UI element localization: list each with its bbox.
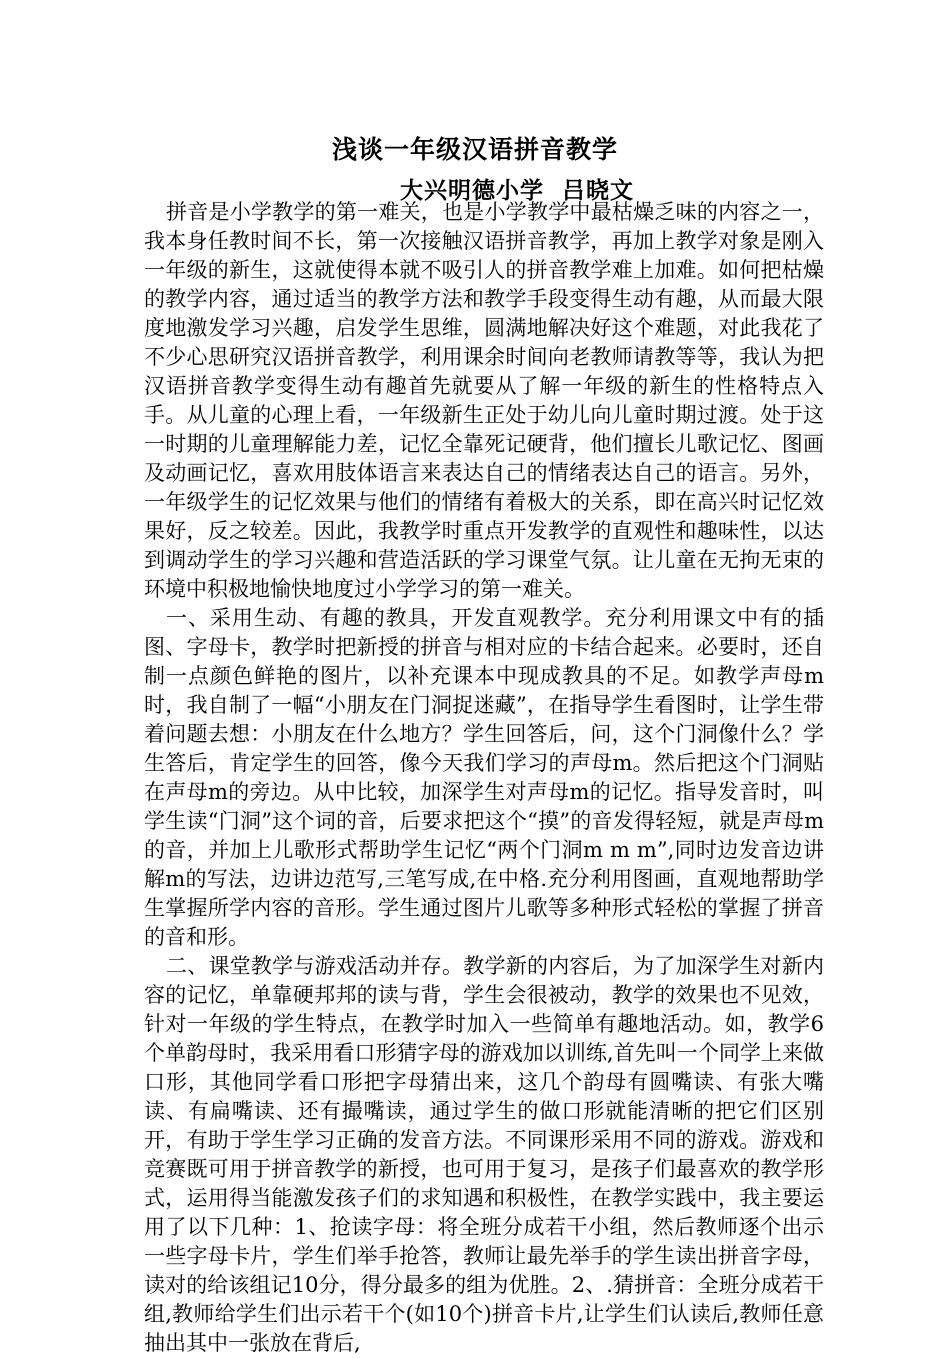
document-title: 浅谈一年级汉语拼音教学 [331,135,618,164]
document-author: 大兴明德小学 吕晓文 [400,177,635,204]
document-body [144,198,824,1358]
paragraph-intro: 拼音是小学教学的第一难关，也是小学教学中最枯燥乏味的内容之一，我本身任教时间不长，第一次接触汉语拼音教学，再加上教学对象是刚入一年级的新生，这就使得本就不吸引人的拼音教学难上加难。如何把枯燥的教学内容，通过适当的教学方法和教学手段变得生动有趣，从而最大限度地激发学习兴趣，启发学生思维，圆满地解决好这个难题，对此我花了不少心思研究汉语拼音教学，利用课余时间向老教师请教等等，我认为把汉语拼音教学变得生动有趣首先就要从了解一年级的新生的性格特点入手。从儿童的心理上看，一年级新生正处于幼儿向儿童时期过渡。处于这一时期的儿童理解能力差，记忆全靠死记硬背，他们擅长儿歌记忆、图画及动画记忆，喜欢用肢体语言来表达自己的情绪表达自己的语言。另外，一年级学生的记忆效果与他们的情绪有着极大的关系，即在高兴时记忆效果好，反之较差。因此，我教学时重点开发教学的直观性和趣味性，以达到调动学生的学习兴趣和营造活跃的学习课堂气氛。让儿童在无拘无束的环境中积极地愉快地度过小学学习的第一难关。 [144,200,824,601]
paragraph-section-1: 一、采用生动、有趣的教具，开发直观教学。充分利用课文中有的插图、字母卡，教学时把新授的拼音与相对应的卡结合起来。必要时，还自制一点颜色鲜艳的图片，以补充课本中现成教具的不足。如教学声母m时，我自制了一幅“小朋友在门洞捉迷藏”，在指导学生看图时，让学生带着问题去想：小朋友在什么地方？学生回答后，问，这个门洞像什么？学生答后，肯定学生的回答，像今天我们学习的声母m。然后把这个门洞贴在声母m的旁边。从中比较，加深学生对声母m的记忆。指导发音时，叫学生读“门洞”这个词的音，后要求把这个“摸”的音发得轻短，就是声母m的音，并加上儿歌形式帮助学生记忆“两个门洞m m m”,同时边发音边讲解m的写法，边讲边范写,三笔写成,在中格.充分利用图画，直观地帮助学生掌握所学内容的音形。学生通过图片儿歌等多种形式轻松的掌握了拼音的音和形。 [144,606,824,949]
paragraph-section-2: 二、课堂教学与游戏活动并存。教学新的内容后，为了加深学生对新内容的记忆，单靠硬邦邦的读与背，学生会很被动，教学的效果也不见效，针对一年级的学生特点，在教学时加入一些简单有趣地活动。如，教学6个单韵母时，我采用看口形猜字母的游戏加以训练,首先叫一个同学上来做口形，其他同学看口形把字母猜出来，这几个韵母有圆嘴读、有张大嘴读、有扁嘴读、还有撮嘴读，通过学生的做口形就能清晰的把它们区别开，有助于学生学习正确的发音方法。不同课形采用不同的游戏。游戏和竞赛既可用于拼音教学的新授，也可用于复习，是孩子们最喜欢的教学形式，运用得当能激发孩子们的求知遇和积极性，在教学实践中，我主要运用了以下几种：1、抢读字母：将全班分成若干小组，然后教师逐个出示一些字母卡片，学生们举手抢答，教师让最先举手的学生读出拼音字母，读对的给该组记10分，得分最多的组为优胜。2、.猜拼音：全班分成若干组,教师给学生们出示若干个(如10个)拼音卡片,让学生们认读后,教师任意抽出其中一张放在背后, [144,954,824,1355]
